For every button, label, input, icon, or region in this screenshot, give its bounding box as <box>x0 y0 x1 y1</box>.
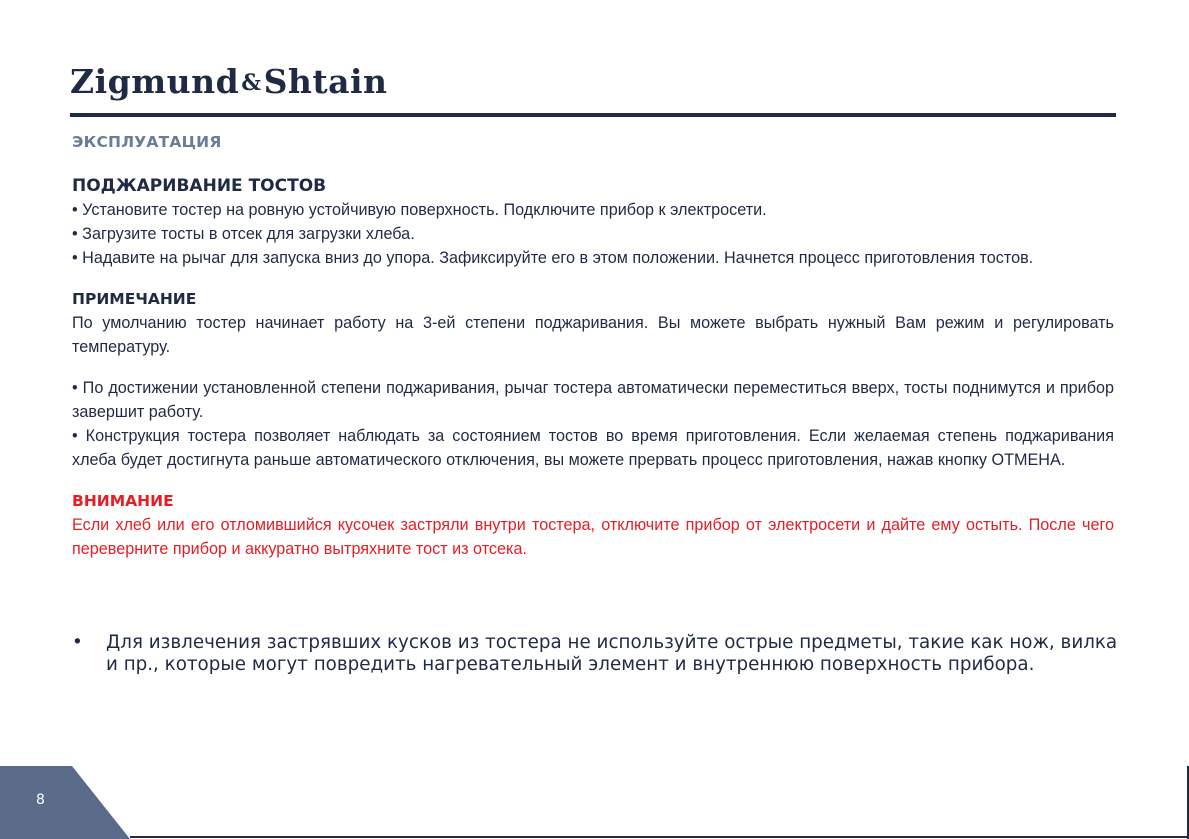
section-label: ЭКСПЛУАТАЦИЯ <box>72 133 222 151</box>
logo-part-2: Shtain <box>263 62 388 101</box>
process-item-1: • По достижении установленной степени поджаривания, рычаг тостера автоматически переместиться вверх, тосты поднимутся и прибор завершит работу. <box>72 379 1114 421</box>
page-number-tab <box>0 766 130 839</box>
header-divider <box>70 113 1116 117</box>
main-content <box>72 174 1114 561</box>
toasting-item-1: • Установите тостер на ровную устойчивую поверхность. Подключите прибор к электросети. <box>72 201 767 219</box>
logo-ampersand: & <box>241 70 262 96</box>
toasting-heading: ПОДЖАРИВАНИЕ ТОСТОВ <box>72 176 327 196</box>
extraction-bullet <box>72 632 1120 676</box>
toasting-item-3: • Надавите на рычаг для запуска вниз до упора. Зафиксируйте его в этом положении. Начнется процесс приготовления тостов. <box>72 249 1034 267</box>
warning-text: Если хлеб или его отломившийся кусочек застряли внутри тостера, отключите прибор от электросети и дайте ему остыть. После чего переверните прибор и аккуратно вытряхните тост из отсека. <box>72 516 1114 558</box>
process-item-2: • Конструкция тостера позволяет наблюдать за состоянием тостов во время приготовления. Если желаемая степень поджаривания хлеба будет достигнута раньше автоматического отключения, вы можете прервать процесс приготовления, нажав кнопку ОТМЕНА. <box>72 427 1114 469</box>
note-text: По умолчанию тостер начинает работу на 3-ей степени поджаривания. Вы можете выбрать нужный Вам режим и регулировать температуру. <box>72 314 1114 356</box>
note-heading: ПРИМЕЧАНИЕ <box>72 290 197 308</box>
brand-logo <box>70 62 388 101</box>
toasting-item-2: • Загрузите тосты в отсек для загрузки хлеба. <box>72 225 415 243</box>
footer-rule <box>130 836 1189 838</box>
bullet-dot: • <box>72 632 83 653</box>
warning-heading: ВНИМАНИЕ <box>72 492 174 510</box>
page-number: 8 <box>36 792 45 808</box>
extraction-text: Для извлечения застрявших кусков из тостера не используйте острые предметы, такие как нож, вилка и пр., которые могут повредить нагревательный элемент и внутреннюю поверхность прибора. <box>106 632 1118 675</box>
logo-part-1: Zigmund <box>70 62 240 101</box>
